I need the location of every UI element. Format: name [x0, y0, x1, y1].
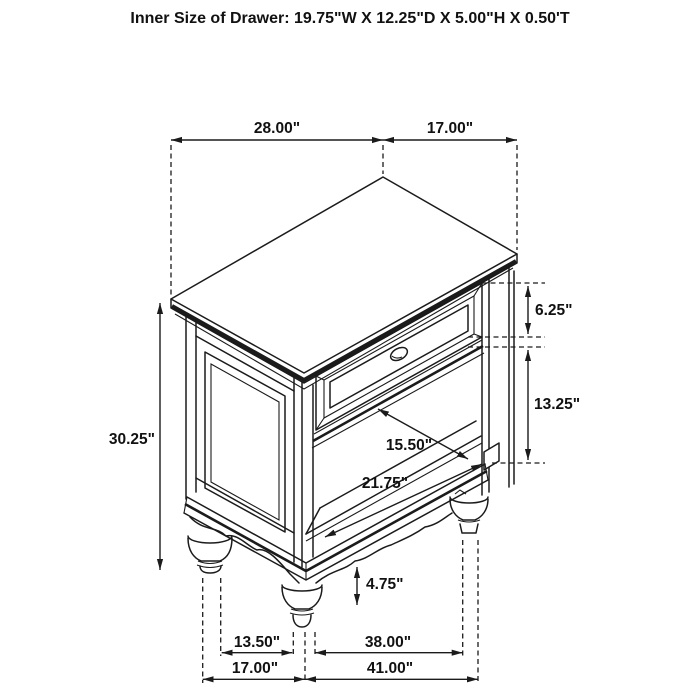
dimension-top-right-span — [383, 120, 517, 140]
right-leg-cap — [450, 490, 488, 533]
dimension-bottom-depth-inner — [222, 634, 293, 653]
left-side-panel — [186, 316, 294, 533]
dim-label-bottom-depth-outer: 17.00" — [231, 660, 279, 677]
drawer-front — [316, 283, 482, 430]
dimension-bottom-width-outer — [305, 660, 478, 679]
dimension-drawer-front-height — [528, 286, 573, 334]
dim-label-leg-height: 4.75" — [366, 576, 404, 593]
dimension-overall-height — [109, 303, 160, 570]
dim-label-bottom-width-outer: 41.00" — [366, 660, 414, 677]
left-rear-leg — [188, 536, 232, 573]
dim-label-overall-height: 30.25" — [108, 431, 155, 448]
shelf-support-block — [484, 443, 499, 470]
dimension-leg-height — [357, 567, 404, 605]
dim-label-opening-height: 13.25" — [534, 396, 581, 413]
dim-label-shelf-depth: 15.50" — [385, 437, 433, 454]
dimension-opening-height — [528, 350, 580, 460]
dim-label-top-left-span: 28.00" — [253, 120, 301, 137]
nightstand-drawing — [171, 177, 517, 627]
dimension-top-left-span — [171, 120, 383, 140]
dim-label-shelf-width: 21.75" — [361, 475, 409, 492]
right-posts — [482, 266, 514, 495]
diagram-title: Inner Size of Drawer: 19.75"W X 12.25"D X 5.00"H X 0.50'T — [130, 10, 570, 27]
dim-label-bottom-depth-inner: 13.50" — [233, 634, 281, 651]
dimension-bottom-depth-outer — [203, 660, 305, 679]
front-leg — [282, 585, 322, 627]
dim-label-drawer-front-height: 6.25" — [535, 302, 573, 319]
dimension-shelf-depth — [378, 409, 468, 459]
dim-label-top-right-span: 17.00" — [426, 120, 474, 137]
dimension-bottom-width-inner — [315, 634, 463, 653]
dim-label-bottom-width-inner: 38.00" — [364, 634, 412, 651]
